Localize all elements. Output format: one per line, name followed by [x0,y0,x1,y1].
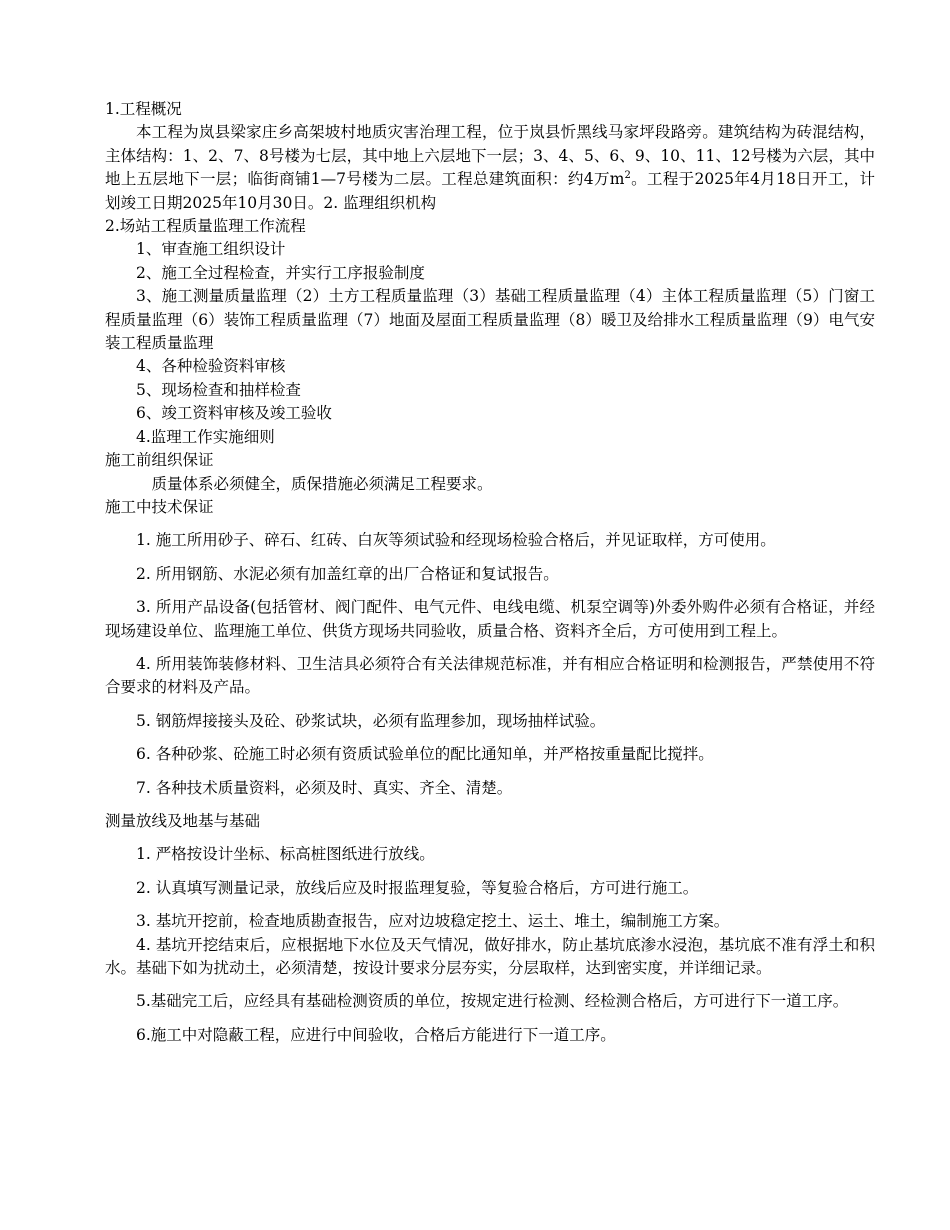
workflow-item: 2、施工全过程检查，并实行工序报验制度 [136,263,425,282]
survey-item: 3. 基坑开挖前，检查地质勘查报告，应对边坡稳定挖土、运土、堆土，编制施工方案。 [136,912,730,931]
survey-item: 1. 严格按设计坐标、标高桩图纸进行放线。 [136,845,435,864]
technical-item: 2. 所用钢筋、水泥必须有加盖红章的出厂合格证和复试报告。 [136,564,559,583]
workflow-item: 4、各种检验资料审核 [136,357,286,376]
subheading-survey-foundation: 测量放线及地基与基础 [105,811,261,830]
workflow-item: 5、现场检查和抽样检查 [136,380,301,399]
overview-paragraph: 本工程为岚县梁家庄乡高架坡村地质灾害治理工程，位于岚县忻黑线马家坪段路旁。建筑结构为砖混结构，主体结构：1、2、7、8号楼为七层，其中地上六层地下一层；3、4、5、6、9、10、11、12号楼为六层，其中地上五层地下一层；临街商铺1—7号楼为二层。工程总建筑面积：约4万$m^2$。工程于2025年4月18日开工，计划竣工日期2025年10月30日。2. 监理组织机构 [105,123,875,212]
technical-item: 7. 各种技术质量资料，必须及时、真实、齐全、清楚。 [136,778,513,797]
workflow-item: 4.监理工作实施细则 [136,427,275,446]
section-heading-overview: 1.工程概况 [105,100,182,118]
section-heading-workflow: 2.场站工程质量监理工作流程 [105,217,306,236]
technical-item: 6. 各种砂浆、砼施工时必须有资质试验单位的配比通知单，并严格按重量配比搅拌。 [136,745,714,764]
pre-construction-text: 质量体系必须健全，质保措施必须满足工程要求。 [151,474,493,493]
workflow-item: 3、施工测量质量监理（2）土方工程质量监理（3）基础工程质量监理（4）主体工程质量监理（5）门窗工程质量监理（6）装饰工程质量监理（7）地面及屋面工程质量监理（8）暖卫及给排水工程质量监理（9）电气安装工程质量监理 [105,287,875,353]
survey-item: 2. 认真填写测量记录，放线后应及时报监理复验，等复验合格后，方可进行施工。 [136,878,699,897]
technical-item: 1. 施工所用砂子、碎石、红砖、白灰等须试验和经现场检验合格后，并见证取样，方可使用。 [136,531,776,550]
document-page [105,98,875,1047]
workflow-item: 6、竣工资料审核及竣工验收 [136,404,332,423]
subheading-pre-construction: 施工前组织保证 [105,451,214,470]
survey-item: 5.基础完工后，应经具有基础检测资质的单位，按规定进行检测、经检测合格后，方可进行下一道工序。 [136,992,849,1011]
technical-item: 4. 所用装饰装修材料、卫生洁具必须符合有关法律规范标准，并有相应合格证明和检测报告，严禁使用不符合要求的材料及产品。 [105,654,875,697]
superscript-2: 2 [624,170,631,182]
technical-item: 5. 钢筋焊接接头及砼、砂浆试块，必须有监理参加，现场抽样试验。 [136,711,606,730]
technical-item: 3. 所用产品设备(包括管材、阀门配件、电气元件、电线电缆、机泵空调等)外委外购件必须有合格证，并经现场建设单位、监理施工单位、供货方现场共同验收，质量合格、资料齐全后，方可使用到工程上。 [105,598,875,640]
workflow-item: 1、审查施工组织设计 [136,240,286,259]
survey-item: 6.施工中对隐蔽工程，应进行中间验收，合格后方能进行下一道工序。 [136,1025,616,1044]
subheading-technical-guarantee: 施工中技术保证 [105,497,214,516]
survey-item: 4. 基坑开挖结束后，应根据地下水位及天气情况，做好排水，防止基坑底渗水浸泡，基坑底不准有浮土和积水。基础下如为扰动土，必须清楚，按设计要求分层夯实，分层取样，达到密实度，并详细记录。 [105,935,875,977]
